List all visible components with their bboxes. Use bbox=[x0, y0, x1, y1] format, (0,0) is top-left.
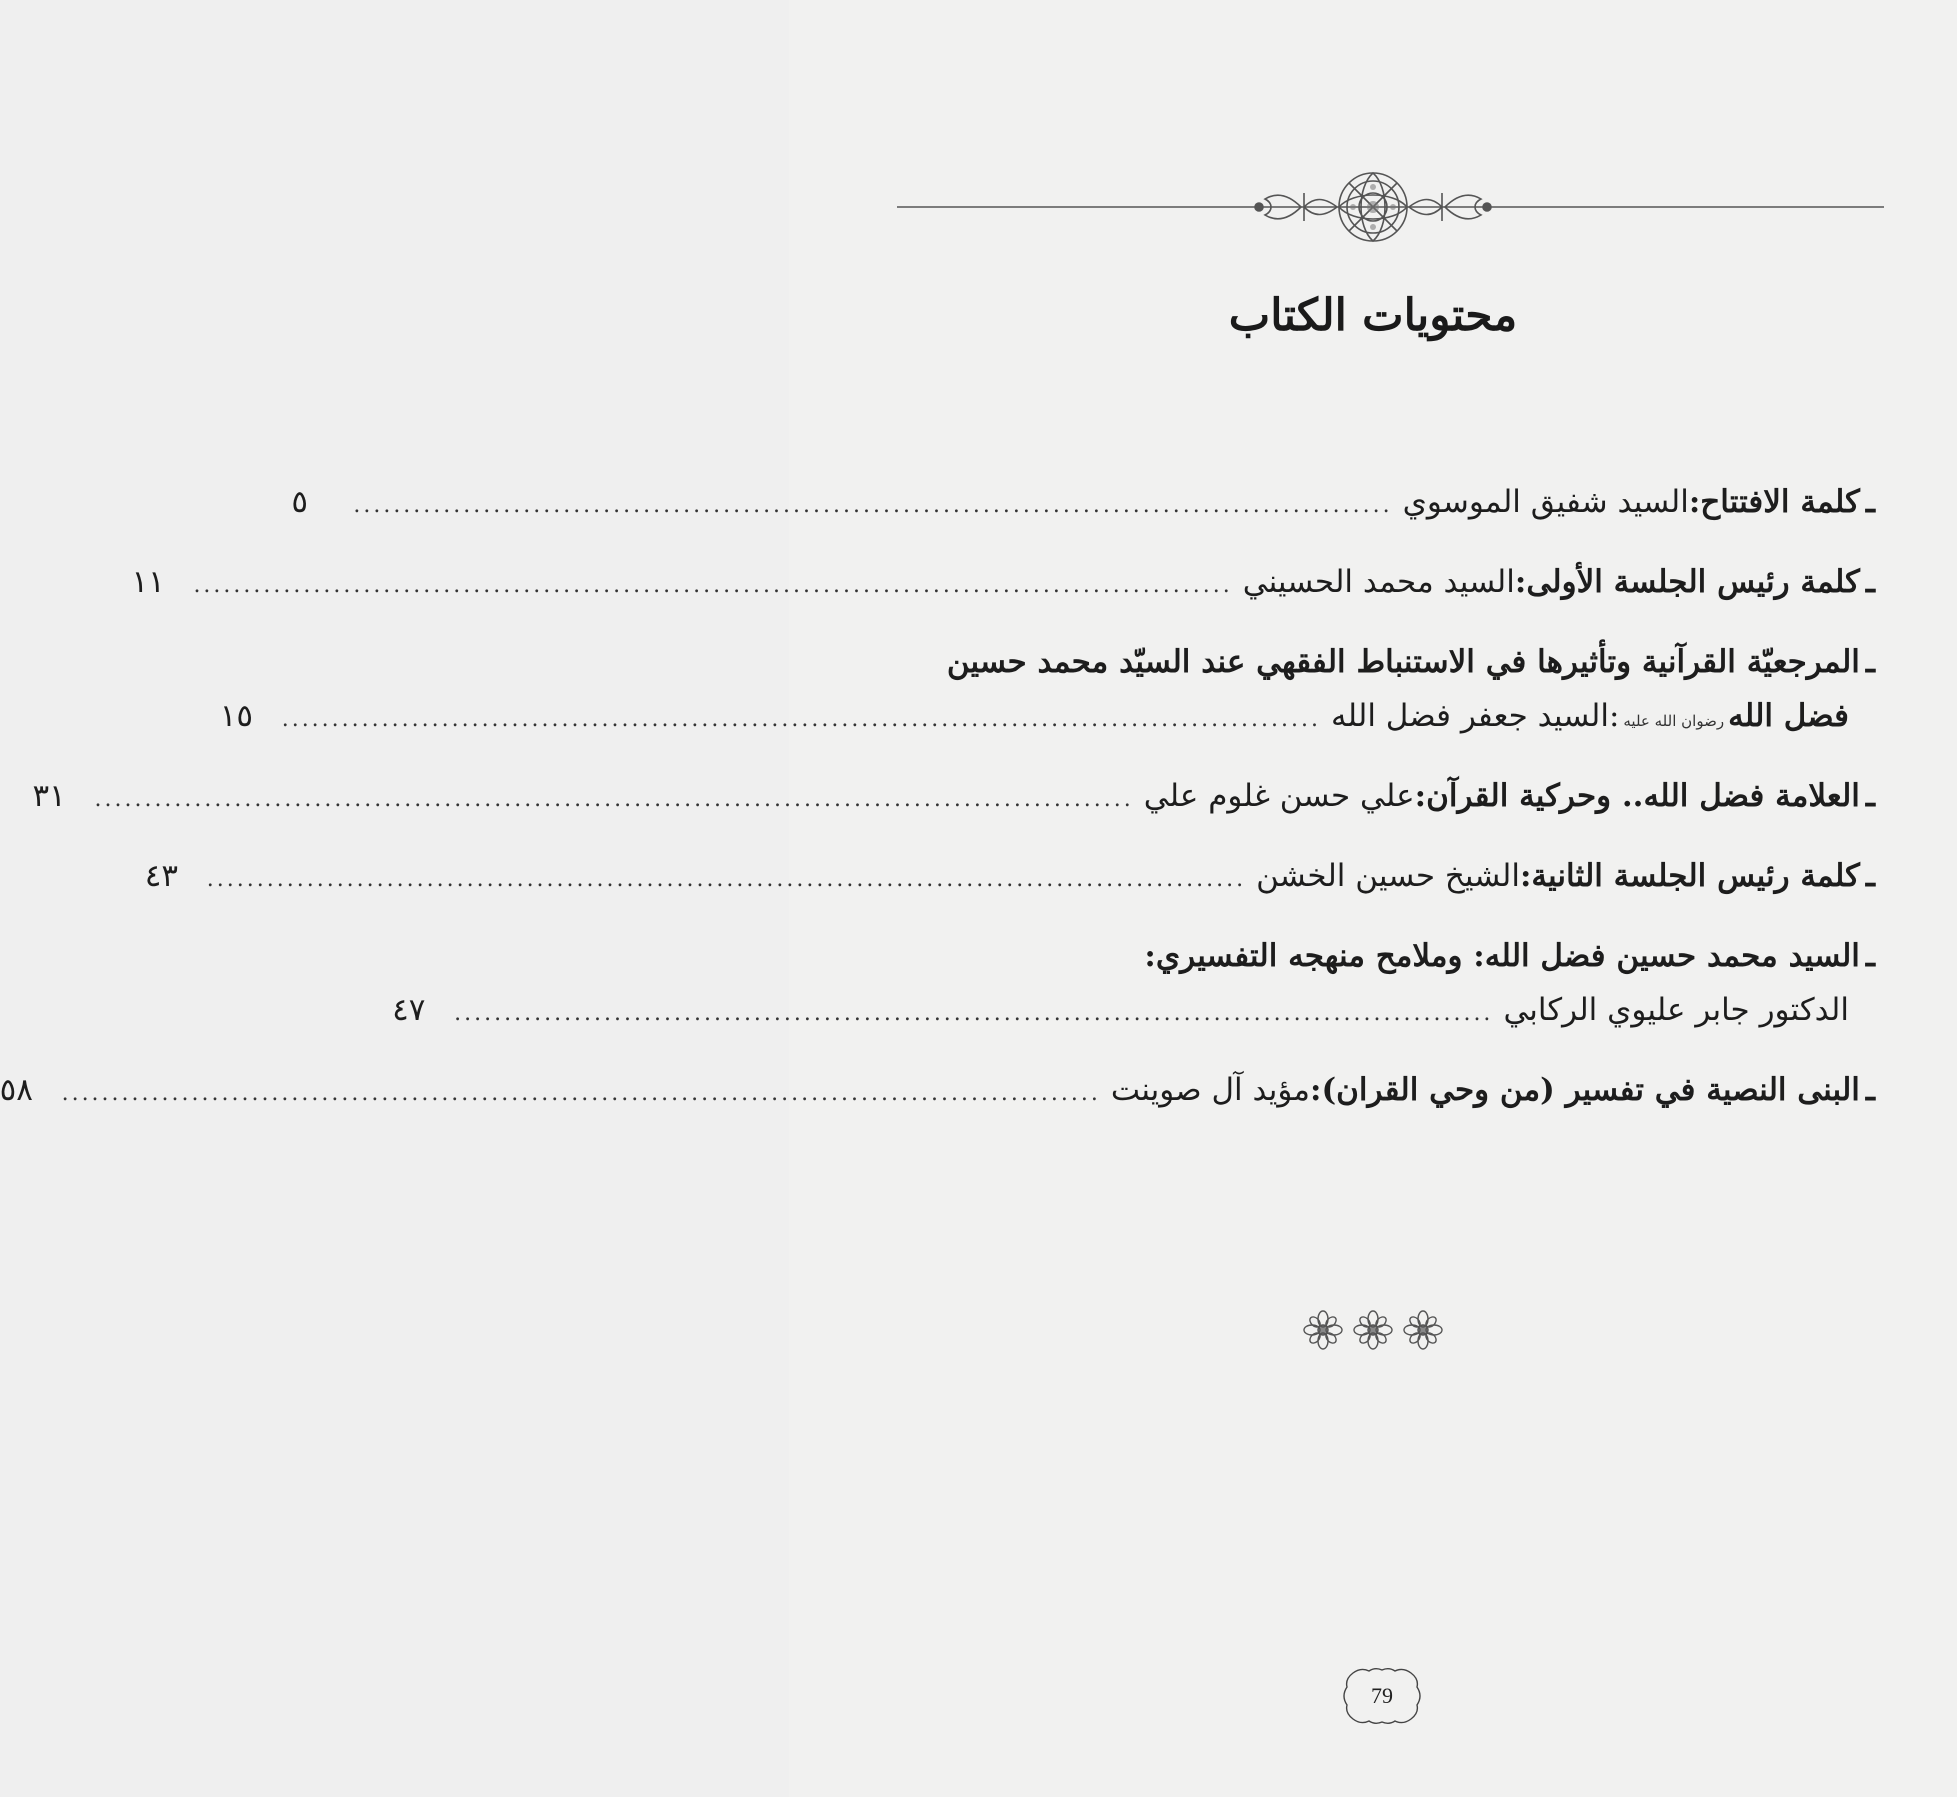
entry-dash: ـ bbox=[1865, 858, 1875, 894]
dot-leader: ........................................................................................................ bbox=[61, 1081, 1101, 1106]
entry-dash: ـ bbox=[1865, 778, 1875, 814]
entry-author: علي حسن غلوم علي bbox=[1143, 778, 1415, 814]
arabesque-rule-ornament-icon bbox=[789, 193, 1957, 283]
entry-page-number: ٥ bbox=[291, 484, 308, 520]
entry-title: السيد محمد حسين فضل الله: وملامح منهجه التفسيري: bbox=[1144, 938, 1860, 974]
entry-separator: : bbox=[1310, 1072, 1322, 1108]
entry-dash: ـ bbox=[1865, 938, 1875, 974]
entry-dash: ـ bbox=[1865, 484, 1875, 520]
toc-line bbox=[131, 555, 1875, 609]
entry-dash: ـ bbox=[1865, 1072, 1875, 1108]
toc-line-continuation bbox=[392, 983, 1875, 1037]
entry-page-number: ١١ bbox=[131, 564, 165, 600]
toc-entry bbox=[291, 475, 1875, 529]
toc-entry bbox=[219, 635, 1875, 743]
entry-author: السيد محمد الحسيني bbox=[1242, 564, 1515, 600]
toc-entry bbox=[0, 1063, 1875, 1117]
toc-line bbox=[291, 475, 1875, 529]
toc-line bbox=[32, 769, 1875, 823]
folio bbox=[1339, 1665, 1425, 1727]
dot-leader: ........................................................................................................ bbox=[193, 573, 1233, 598]
dot-leader: ........................................................................................................ bbox=[206, 867, 1247, 892]
entry-separator: : bbox=[1414, 778, 1427, 814]
toc-line-continuation bbox=[219, 689, 1875, 743]
entry-page-number: ٤٧ bbox=[392, 992, 426, 1028]
entry-page-number: ٤٣ bbox=[144, 858, 179, 894]
toc-line bbox=[144, 849, 1875, 903]
toc-entry bbox=[131, 555, 1875, 609]
dot-leader: ........................................................................................................ bbox=[281, 707, 1321, 732]
entry-page-number: ٥٨ bbox=[0, 1072, 33, 1108]
entry-separator: : bbox=[1514, 564, 1527, 600]
dot-leader: ........................................................................................................ bbox=[94, 787, 1134, 812]
entry-separator: : bbox=[1608, 698, 1620, 734]
page-title: محتويات الكتاب bbox=[1228, 290, 1518, 341]
honorific-ligature: رضوان الله عليه bbox=[1623, 712, 1725, 730]
page-number: 79 bbox=[1371, 1683, 1393, 1708]
dot-leader: ........................................................................................................ bbox=[454, 1001, 1494, 1026]
entry-author: السيد جعفر فضل الله bbox=[1331, 698, 1609, 734]
entry-page-number: ١٥ bbox=[219, 698, 254, 734]
three-flower-separator-icon bbox=[789, 1308, 1957, 1356]
entry-dash: ـ bbox=[1865, 564, 1875, 600]
dot-leader: ........................................................................................................ bbox=[353, 493, 1393, 518]
entry-author: الشيخ حسين الخشن bbox=[1256, 858, 1520, 894]
toc-entry bbox=[144, 849, 1875, 903]
toc-line bbox=[867, 929, 1875, 983]
entry-title: فضل الله bbox=[1728, 698, 1849, 734]
entry-title: المرجعيّة القرآنية وتأثيرها في الاستنباط الفقهي عند السيّد محمد حسين bbox=[946, 644, 1860, 680]
entry-dash: ـ bbox=[1865, 644, 1875, 680]
entry-separator: : bbox=[1688, 484, 1701, 520]
entry-title: كلمة رئيس الجلسة الثانية bbox=[1531, 858, 1860, 894]
toc-line bbox=[867, 635, 1875, 689]
entry-author: الدكتور جابر عليوي الركابي bbox=[1503, 992, 1849, 1028]
entry-title: كلمة الافتتاح bbox=[1700, 484, 1860, 520]
entry-separator: : bbox=[1519, 858, 1532, 894]
entry-author: السيد شفيق الموسوي bbox=[1402, 484, 1689, 520]
entry-title: كلمة رئيس الجلسة الأولى bbox=[1526, 564, 1860, 600]
entry-title: العلامة فضل الله.. وحركية القرآن bbox=[1426, 778, 1860, 814]
toc-entry bbox=[392, 929, 1875, 1037]
table-of-contents bbox=[0, 475, 1875, 1143]
toc-entry bbox=[32, 769, 1875, 823]
entry-page-number: ٣١ bbox=[32, 778, 66, 814]
entry-title: البنى النصية في تفسير (من وحي القران) bbox=[1321, 1072, 1860, 1108]
toc-line bbox=[0, 1063, 1875, 1117]
entry-author: مؤيد آل صوينت bbox=[1110, 1072, 1310, 1108]
